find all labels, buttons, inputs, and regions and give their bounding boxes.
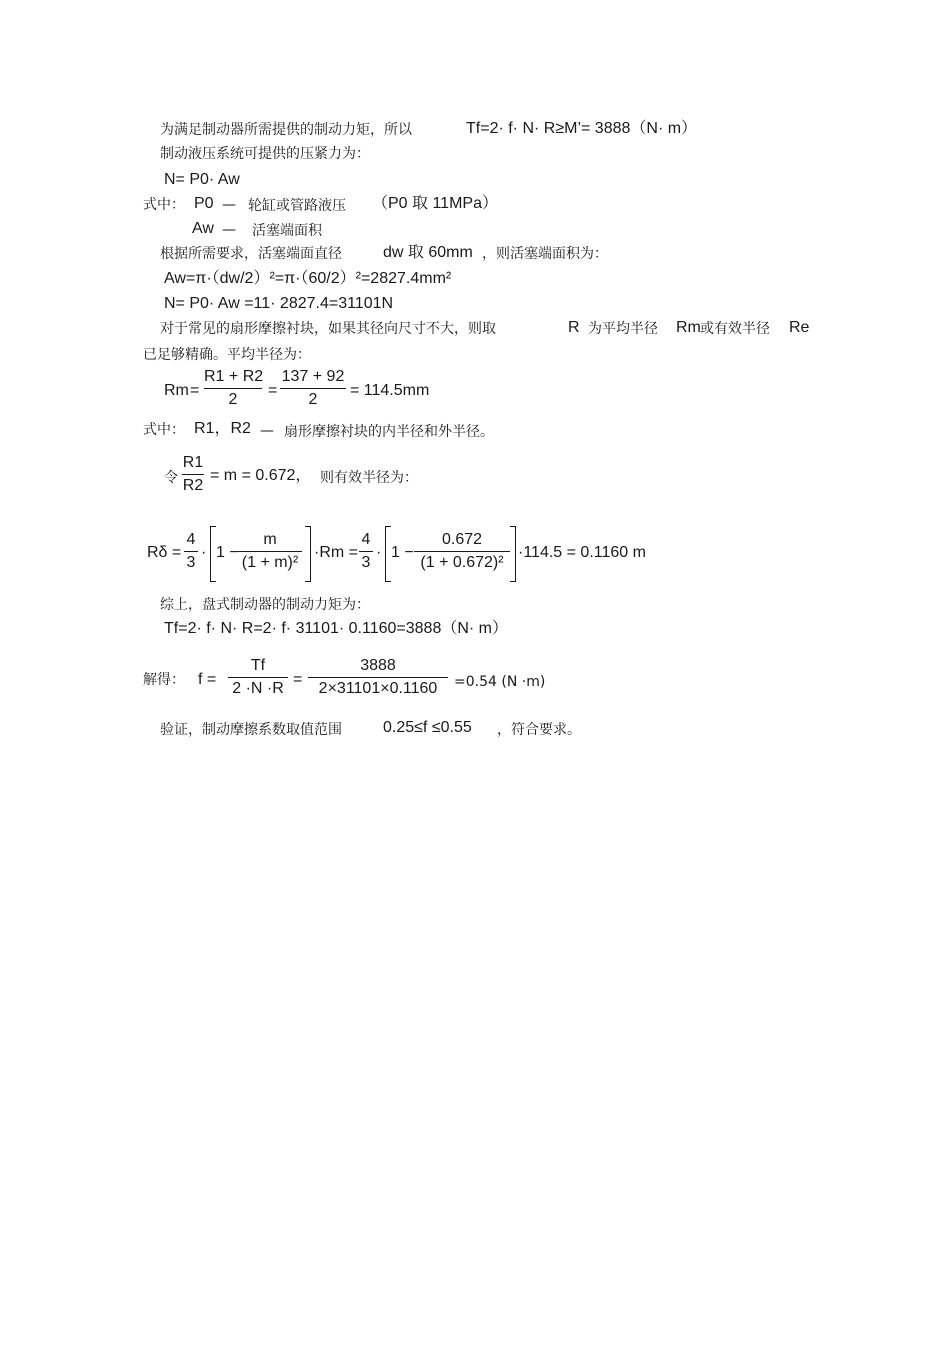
fraction-bar xyxy=(182,474,204,475)
text-line-1: 为满足制动器所需提供的制动力矩，所以 xyxy=(160,122,412,138)
eq-rm-fraction-1 xyxy=(204,368,262,409)
numerator: R1 xyxy=(182,454,204,471)
numerator: R1 + R2 xyxy=(204,368,264,385)
text-line-9c: 或有效半径 xyxy=(700,321,770,337)
denominator: (1 + m)² xyxy=(241,554,299,571)
text-line-13: 则有效半径为： xyxy=(320,470,418,486)
eq-f-lhs: f = xyxy=(198,671,217,688)
solve-label: 解得： xyxy=(143,672,185,688)
denominator: (1 + 0.672)² xyxy=(420,554,504,571)
desc-p0: 轮缸或管路液压 xyxy=(248,198,346,214)
fraction-bar xyxy=(184,551,198,552)
symbol-dw: dw 取 60mm xyxy=(383,244,473,261)
numerator: 0.672 xyxy=(441,531,483,548)
numerator: Tf xyxy=(250,657,266,674)
fraction-bar xyxy=(204,388,262,389)
symbol-r: R xyxy=(568,319,580,336)
symbol-p0: P0 xyxy=(194,195,214,212)
eq-re-fraction-1 xyxy=(238,531,302,572)
desc-aw: 活塞端面积 xyxy=(252,223,322,239)
numerator: 137 + 92 xyxy=(281,368,345,385)
eq-re-coef-2 xyxy=(359,531,373,572)
text-line-2: 制动液压系统可提供的压紧力为： xyxy=(160,146,370,162)
note-p0: （P0 取 11MPa） xyxy=(372,195,498,212)
denominator: 2 xyxy=(228,391,238,408)
eq-f-equals: = xyxy=(293,671,303,688)
dash: — xyxy=(222,197,236,213)
dot: · xyxy=(201,544,207,561)
dot: · xyxy=(376,544,382,561)
text-line-9a: 对于常见的扇形摩擦衬块，如果其径向尺寸不大，则取 xyxy=(160,321,496,337)
symbol-r1-r2: R1，R2 xyxy=(194,420,251,437)
dash: — xyxy=(260,423,274,439)
eq-ratio-value: = m = 0.672， xyxy=(210,467,312,484)
denominator: 3 xyxy=(361,554,371,571)
right-bracket xyxy=(305,526,311,582)
text-line-6a: 根据所需要求，活塞端面直径 xyxy=(160,246,342,262)
fraction-bar xyxy=(414,551,510,552)
denominator: 2×31101×0.1160 xyxy=(318,680,438,697)
where-label: 式中： xyxy=(143,422,185,438)
numerator: m xyxy=(263,531,277,548)
fraction-bar xyxy=(228,677,288,678)
eq-re-coef-1 xyxy=(184,531,198,572)
fraction-bar xyxy=(359,551,373,552)
formula-range: 0.25≤f ≤0.55 xyxy=(383,719,472,736)
formula-braking-torque: Tf=2· f· N· R≥M’= 3888（N· m） xyxy=(466,120,698,137)
text-line-15: 综上，盘式制动器的制动力矩为： xyxy=(160,597,370,613)
formula-pressing-force: N= P0· Aw xyxy=(164,171,240,188)
text-line-9b: 为平均半径 xyxy=(588,321,658,337)
desc-r1-r2: 扇形摩擦衬块的内半径和外半径。 xyxy=(284,424,494,440)
eq-re-result: ·114.5 = 0.1160 m xyxy=(518,544,646,561)
eq-rm-equals: = xyxy=(268,382,278,399)
symbol-re: Re xyxy=(789,319,810,336)
symbol-aw: Aw xyxy=(192,220,214,237)
denominator: 2 ·N ·R xyxy=(232,680,284,697)
eq-rm-result: = 114.5mm xyxy=(350,382,430,399)
eq-rm-fraction-2 xyxy=(280,368,346,409)
ling-label: 令 xyxy=(164,470,178,486)
one-minus: 1 − xyxy=(391,544,414,561)
eq-f-fraction-1 xyxy=(228,657,288,698)
dash: — xyxy=(222,222,236,238)
text-line-6b: ，则活塞端面积为： xyxy=(482,246,608,262)
eq-rm-lhs: Rm xyxy=(164,382,189,399)
denominator: 3 xyxy=(186,554,196,571)
symbol-rm: Rm xyxy=(676,319,701,336)
one-minus: 1 − xyxy=(216,544,239,561)
numerator: 4 xyxy=(361,531,371,548)
formula-force-value: N= P0· Aw =11· 2827.4=31101N xyxy=(164,295,394,312)
fraction-bar xyxy=(308,677,448,678)
eq-f-result: =0.54 (N ·m) xyxy=(454,674,546,690)
eq-ratio-fraction xyxy=(182,454,204,495)
denominator: R2 xyxy=(182,477,204,494)
text-line-18b: ，符合要求。 xyxy=(497,722,581,738)
eq-re-middle: ·Rm = xyxy=(314,544,358,561)
eq-re-lhs: Rδ = xyxy=(147,544,182,561)
eq-re-fraction-2 xyxy=(414,531,510,572)
text-line-18a: 验证，制动摩擦系数取值范围 xyxy=(160,722,342,738)
eq-rm-equals: = xyxy=(190,382,200,399)
right-bracket xyxy=(510,526,516,582)
formula-piston-area: Aw=π·（dw/2）²=π·（60/2）²=2827.4mm² xyxy=(164,270,452,287)
text-line-10: 已足够精确。平均半径为： xyxy=(143,347,311,363)
formula-final-torque: Tf=2· f· N· R=2· f· 31101· 0.1160=3888（N· m） xyxy=(164,620,508,637)
denominator: 2 xyxy=(308,391,318,408)
numerator: 3888 xyxy=(360,657,396,674)
where-label: 式中： xyxy=(143,197,185,213)
fraction-bar xyxy=(280,388,346,389)
fraction-bar xyxy=(238,551,302,552)
numerator: 4 xyxy=(186,531,196,548)
eq-f-fraction-2 xyxy=(308,657,448,698)
